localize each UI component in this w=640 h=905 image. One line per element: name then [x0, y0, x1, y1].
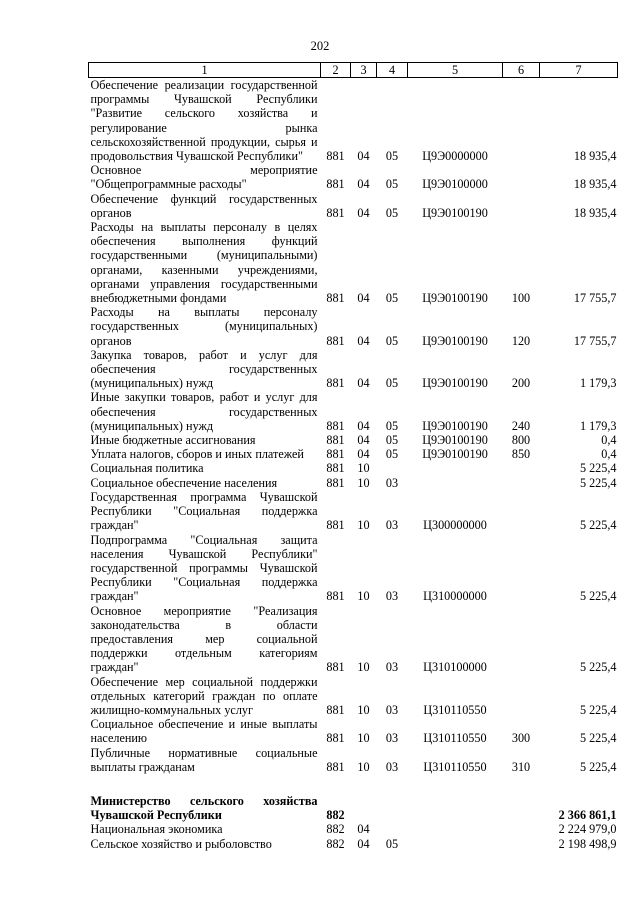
row-code-cell: 881: [326, 660, 345, 675]
row-section-cell: 10: [357, 461, 370, 476]
row-name-cell: Государственная программа Чувашской Республики "Социальная поддержка граждан": [90, 489, 318, 533]
row-section-cell: 04: [357, 149, 370, 164]
row-expense-type-cell: 300: [511, 731, 531, 746]
table-row: [89, 675, 618, 718]
row-expense-type-cell: 800: [511, 433, 531, 448]
row-subsection-cell: 05: [385, 177, 399, 192]
row-code-cell: 881: [326, 418, 345, 433]
table-row: [89, 305, 618, 348]
table-row: [89, 461, 618, 475]
row-code-cell: 881: [326, 177, 345, 192]
header-col-2: 2: [321, 63, 351, 78]
header-col-7: 7: [540, 63, 618, 78]
row-target-article-cell: Ц9Э0000000: [422, 149, 488, 164]
row-subsection-cell: 03: [385, 589, 399, 604]
table-row: [89, 533, 618, 604]
row-expense-type-cell: [503, 476, 540, 490]
header-col-5: 5: [408, 63, 503, 78]
table-row: [89, 348, 618, 391]
row-expense-type-cell: [503, 794, 540, 822]
row-code-cell: 881: [326, 291, 345, 306]
row-code-cell: 881: [326, 518, 345, 533]
row-section-cell: 04: [357, 836, 370, 851]
row-subsection-cell: [377, 794, 408, 822]
row-amount-cell: 5 225,4: [579, 731, 617, 746]
table-row: [89, 774, 618, 794]
row-target-article-cell: Ц310110550: [423, 759, 487, 774]
row-expense-type-cell: [503, 163, 540, 191]
table-row: [89, 78, 618, 164]
row-amount-cell: 1 179,3: [579, 376, 617, 391]
page-number: 202: [310, 39, 330, 53]
row-name-cell: Национальная экономика: [90, 822, 223, 837]
row-expense-type-cell: [503, 78, 540, 164]
row-amount-cell: 2 198 498,9: [558, 836, 617, 851]
row-amount-cell: 5 225,4: [579, 461, 617, 476]
row-code-cell: 881: [326, 376, 345, 391]
row-subsection-cell: 03: [385, 475, 399, 490]
table-row: [89, 390, 618, 433]
row-code-cell: 881: [326, 433, 345, 448]
row-amount-cell: 0,4: [601, 447, 617, 462]
row-name-cell: Министерство сельского хозяйства Чувашской Республики: [90, 793, 318, 823]
row-name-cell: Сельское хозяйство и рыболовство: [90, 836, 272, 851]
row-amount-cell: 18 935,4: [573, 205, 617, 220]
row-amount-cell: [540, 774, 618, 794]
row-name-cell: Подпрограмма "Социальная защита населения Чувашской Республики" государственной программы Чувашской Республики "Социальная поддержка граждан": [90, 532, 318, 604]
row-target-article-cell: [408, 837, 503, 851]
table-row: [89, 476, 618, 490]
table-row: [89, 717, 618, 745]
row-section-cell: [351, 774, 377, 794]
row-subsection-cell: 05: [385, 447, 399, 462]
row-subsection-cell: [377, 461, 408, 475]
row-target-article-cell: Ц300000000: [423, 518, 487, 533]
row-name-cell: Обеспечение функций государственных органов: [90, 191, 318, 220]
header-col-3: 3: [351, 63, 377, 78]
row-target-article-cell: Ц310000000: [423, 589, 487, 604]
row-amount-cell: 17 755,7: [573, 333, 617, 348]
row-code-cell: 881: [326, 475, 345, 490]
row-subsection-cell: 03: [385, 518, 399, 533]
row-section-cell: 04: [357, 376, 370, 391]
row-target-article-cell: Ц9Э0100190: [422, 433, 488, 448]
row-name-cell: Социальное обеспечение населения: [90, 475, 278, 490]
row-target-article-cell: [408, 461, 503, 475]
row-expense-type-cell: 200: [511, 376, 531, 391]
row-subsection-cell: 03: [385, 759, 399, 774]
row-expense-type-cell: [503, 822, 540, 836]
row-code-cell: 881: [326, 205, 345, 220]
row-section-cell: 04: [357, 822, 370, 837]
row-section-cell: 04: [357, 418, 370, 433]
row-expense-type-cell: [503, 192, 540, 220]
table-row: [89, 220, 618, 305]
row-expense-type-cell: 100: [511, 291, 531, 306]
row-target-article-cell: Ц9Э0100190: [422, 291, 488, 306]
row-target-article-cell: [408, 822, 503, 836]
header-col-6: 6: [503, 63, 540, 78]
table-row: [89, 192, 618, 220]
row-name-cell: Расходы на выплаты персоналу государственных (муниципальных) органов: [90, 305, 318, 348]
row-amount-cell: 5 225,4: [579, 475, 617, 490]
row-amount-cell: 5 225,4: [579, 660, 617, 675]
row-target-article-cell: Ц310110550: [423, 731, 487, 746]
row-code-cell: 881: [326, 149, 345, 164]
row-name-cell: Закупка товаров, работ и услуг для обеспечения государственных (муниципальных) нужд: [90, 347, 318, 391]
row-target-article-cell: Ц9Э0100190: [422, 376, 488, 391]
row-name-cell: Социальная политика: [90, 461, 204, 476]
row-target-article-cell: Ц310110550: [423, 702, 487, 717]
row-code-cell: 881: [326, 731, 345, 746]
row-code-cell: 882: [326, 836, 345, 851]
budget-table: [88, 62, 617, 851]
row-section-cell: 10: [357, 702, 370, 717]
row-code-cell: [321, 774, 351, 794]
row-name-cell: Основное мероприятие "Реализация законодательства в области предоставления мер социальной поддержки отдельным категориям граждан": [90, 603, 318, 675]
header-col-4: 4: [377, 63, 408, 78]
row-name-cell: Основное мероприятие "Общепрограммные расходы": [90, 163, 318, 192]
row-section-cell: 10: [357, 660, 370, 675]
table-row: [89, 490, 618, 533]
row-subsection-cell: 05: [385, 418, 399, 433]
row-name-cell: Расходы на выплаты персоналу в целях обеспечения выполнения функций государственными (муниципальными) органами, казенными учреждениями, органами управления государственными внебюджетными фондами: [90, 220, 318, 306]
row-target-article-cell: Ц310100000: [423, 660, 487, 675]
row-expense-type-cell: [503, 774, 540, 794]
table-header-row: [89, 63, 618, 78]
table-row: [89, 822, 618, 836]
row-subsection-cell: 03: [385, 660, 399, 675]
row-name-cell: Обеспечение мер социальной поддержки отдельных категорий граждан по оплате жилищно-коммунальных услуг: [90, 674, 318, 717]
row-subsection-cell: 05: [385, 836, 399, 851]
row-subsection-cell: 05: [385, 333, 399, 348]
row-section-cell: 10: [357, 731, 370, 746]
row-amount-cell: 2 366 861,1: [558, 808, 617, 823]
row-section-cell: 10: [357, 475, 370, 490]
row-section-cell: 04: [357, 205, 370, 220]
row-target-article-cell: Ц9Э0100190: [422, 205, 488, 220]
row-section-cell: [351, 794, 377, 822]
row-expense-type-cell: 310: [511, 759, 531, 774]
row-code-cell: 881: [326, 333, 345, 348]
row-subsection-cell: [377, 822, 408, 836]
row-code-cell: 881: [326, 447, 345, 462]
row-section-cell: 10: [357, 589, 370, 604]
row-subsection-cell: 05: [385, 205, 399, 220]
row-amount-cell: 5 225,4: [579, 589, 617, 604]
row-expense-type-cell: 120: [511, 333, 531, 348]
row-target-article-cell: [408, 774, 503, 794]
row-section-cell: 10: [357, 518, 370, 533]
row-subsection-cell: 05: [385, 376, 399, 391]
row-subsection-cell: 03: [385, 731, 399, 746]
row-name-cell: Социальное обеспечение и иные выплаты населению: [90, 717, 318, 746]
table-row: [89, 794, 618, 822]
row-amount-cell: 18 935,4: [573, 177, 617, 192]
row-expense-type-cell: [503, 604, 540, 675]
row-target-article-cell: Ц9Э0100190: [422, 333, 488, 348]
row-section-cell: 04: [357, 291, 370, 306]
row-name-cell: Обеспечение реализации государственной программы Чувашской Республики "Развитие сельского хозяйства и регулирование рынка сельскохозяйственной продукции, сырья и продовольствия Чувашской Республики": [90, 78, 318, 164]
row-amount-cell: 18 935,4: [573, 149, 617, 164]
row-amount-cell: 0,4: [601, 433, 617, 448]
row-section-cell: 04: [357, 433, 370, 448]
row-section-cell: 10: [357, 759, 370, 774]
row-subsection-cell: 05: [385, 291, 399, 306]
row-name-cell: Публичные нормативные социальные выплаты гражданам: [90, 745, 318, 774]
table-row: [89, 746, 618, 774]
row-subsection-cell: 03: [385, 702, 399, 717]
row-expense-type-cell: [503, 837, 540, 851]
table-row: [89, 604, 618, 675]
row-amount-cell: 5 225,4: [579, 702, 617, 717]
row-expense-type-cell: [503, 490, 540, 533]
row-code-cell: 882: [326, 822, 345, 837]
row-section-cell: 04: [357, 447, 370, 462]
table-row: [89, 163, 618, 191]
row-amount-cell: 1 179,3: [579, 418, 617, 433]
row-amount-cell: 5 225,4: [579, 759, 617, 774]
row-expense-type-cell: [503, 533, 540, 604]
row-name-cell: Уплата налогов, сборов и иных платежей: [90, 447, 304, 462]
row-name-cell: Иные бюджетные ассигнования: [90, 433, 256, 448]
row-section-cell: 04: [357, 333, 370, 348]
table-row: [89, 433, 618, 447]
row-subsection-cell: 05: [385, 149, 399, 164]
row-name-cell: [89, 774, 321, 794]
table-row: [89, 837, 618, 851]
row-code-cell: 881: [326, 702, 345, 717]
row-amount-cell: 17 755,7: [573, 291, 617, 306]
row-target-article-cell: [408, 476, 503, 490]
row-amount-cell: 5 225,4: [579, 518, 617, 533]
row-expense-type-cell: 850: [511, 447, 531, 462]
row-target-article-cell: Ц9Э0100190: [422, 418, 488, 433]
row-target-article-cell: [408, 794, 503, 822]
table-row: [89, 447, 618, 461]
row-target-article-cell: Ц9Э0100000: [422, 177, 488, 192]
row-section-cell: 04: [357, 177, 370, 192]
row-subsection-cell: [377, 774, 408, 794]
row-code-cell: 881: [326, 759, 345, 774]
row-code-cell: 881: [326, 589, 345, 604]
row-target-article-cell: Ц9Э0100190: [422, 447, 488, 462]
row-name-cell: Иные закупки товаров, работ и услуг для обеспечения государственных (муниципальных) нужд: [90, 390, 318, 433]
row-code-cell: 881: [326, 461, 345, 476]
table-body: [89, 78, 618, 851]
row-expense-type-cell: 240: [511, 418, 531, 433]
row-amount-cell: 2 224 979,0: [558, 822, 617, 837]
row-expense-type-cell: [503, 461, 540, 475]
row-expense-type-cell: [503, 675, 540, 718]
row-subsection-cell: 05: [385, 433, 399, 448]
header-col-1: 1: [89, 63, 321, 78]
row-code-cell: 882: [326, 808, 345, 823]
